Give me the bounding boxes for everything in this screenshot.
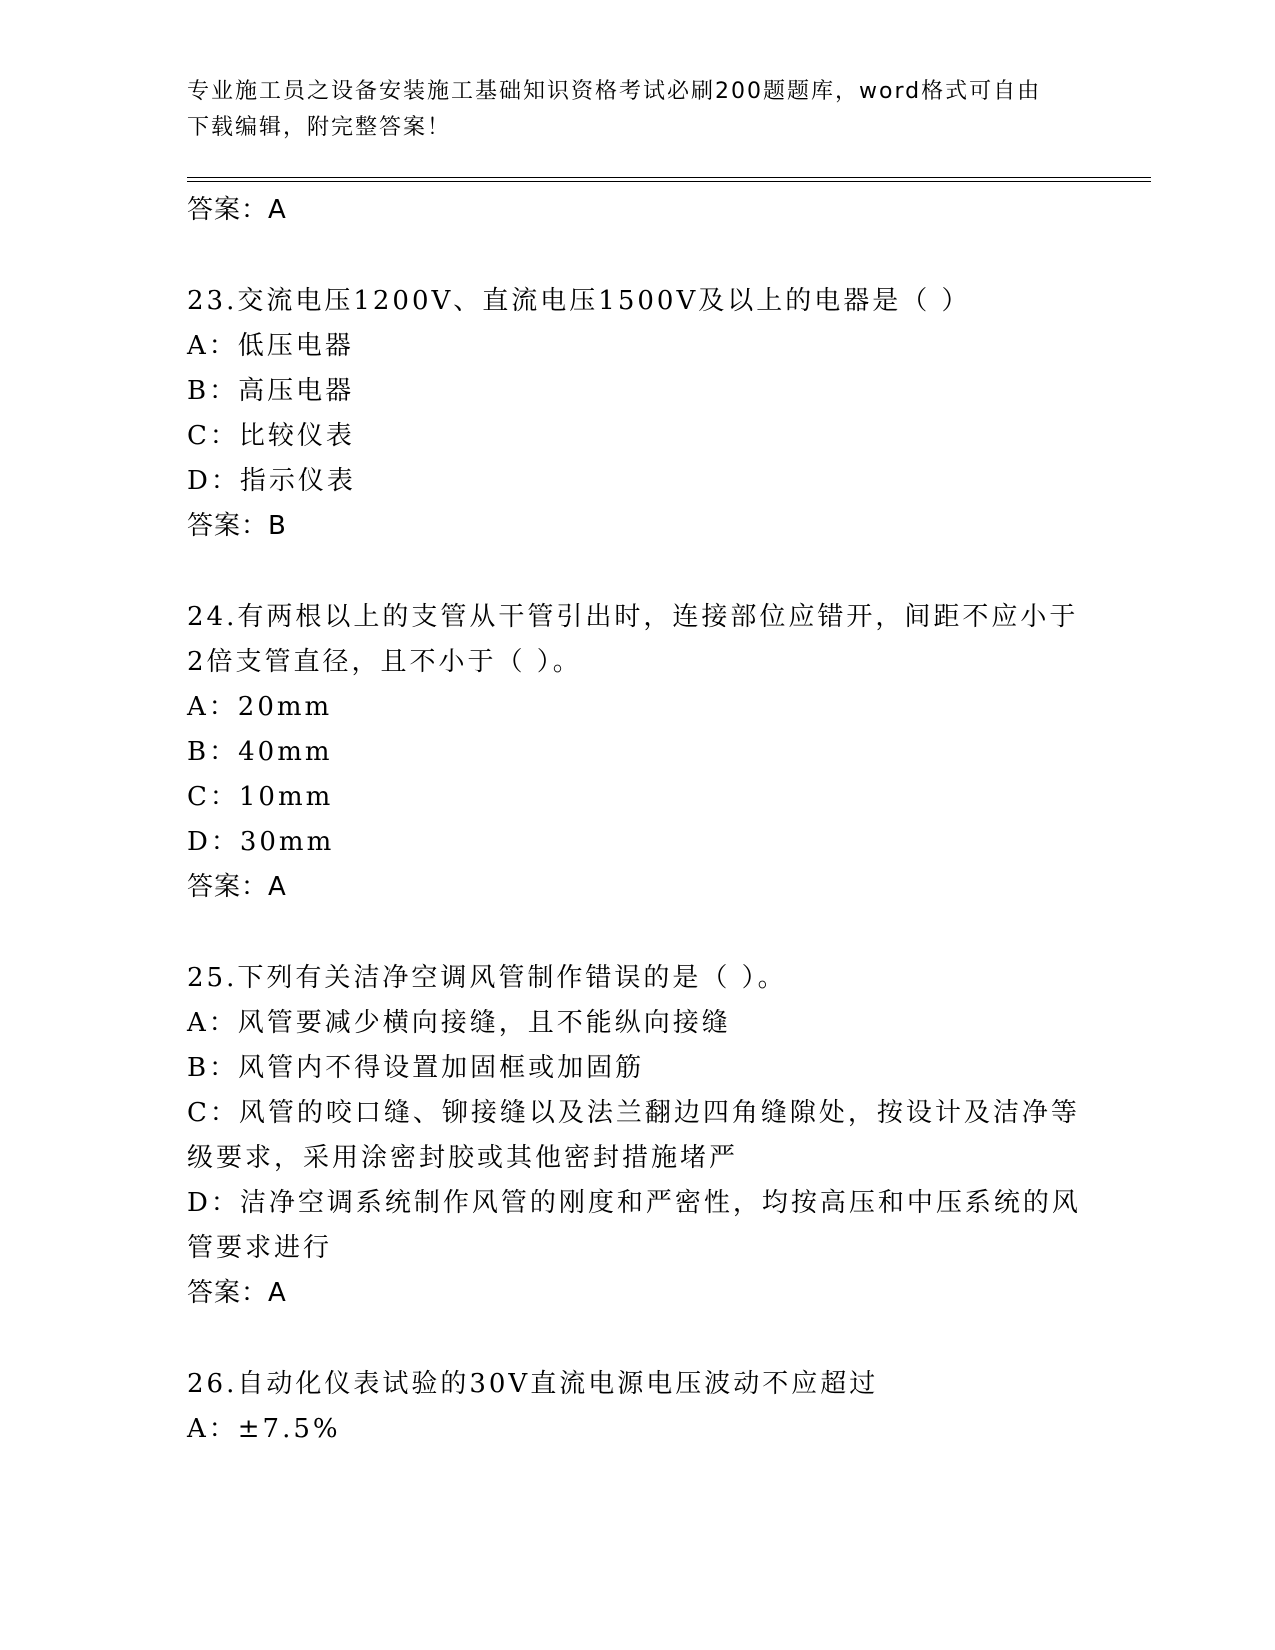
header-line-1: 专业施工员之设备安装施工基础知识资格考试必刷200题题库，word格式可自由	[187, 79, 1042, 104]
question-24	[187, 595, 1087, 910]
header-divider	[187, 177, 1151, 182]
question-stem: 23.交流电压1200V、直流电压1500V及以上的电器是（ ）	[187, 286, 971, 316]
question-stem: 24.有两根以上的支管从干管引出时，连接部位应错开，间距不应小于	[187, 602, 1079, 632]
option-c: C：10mm	[187, 782, 334, 812]
option-b: B：高压电器	[187, 376, 355, 406]
option-d: D：30mm	[187, 827, 335, 857]
option-a: A：风管要减少横向接缝，且不能纵向接缝	[187, 1008, 731, 1038]
option-d: D：洁净空调系统制作风管的刚度和严密性，均按高压和中压系统的风	[187, 1188, 1081, 1218]
option-d: D：指示仪表	[187, 466, 356, 496]
question-26	[187, 1362, 1087, 1452]
answer-line: 答案：A	[187, 872, 287, 902]
answer-line: 答案：B	[187, 511, 287, 541]
answer-line: 答案：A	[187, 195, 287, 225]
answer-line: 答案：A	[187, 1278, 287, 1308]
spacer	[187, 233, 1087, 279]
spacer	[187, 549, 1087, 595]
option-a: A：20mm	[187, 692, 333, 722]
option-d-continued: 管要求进行	[187, 1233, 333, 1263]
option-b: B：40mm	[187, 737, 333, 767]
spacer	[187, 910, 1087, 956]
option-b: B：风管内不得设置加固框或加固筋	[187, 1053, 645, 1083]
question-stem-continued: 2倍支管直径，且不小于（ ）。	[187, 647, 582, 677]
option-a: A：±7.5%	[187, 1414, 341, 1444]
question-25	[187, 956, 1087, 1316]
option-c: C：比较仪表	[187, 421, 355, 451]
option-a: A：低压电器	[187, 331, 354, 361]
question-list	[187, 188, 1087, 1452]
question-stem: 26.自动化仪表试验的30V直流电源电压波动不应超过	[187, 1369, 879, 1399]
question-23	[187, 279, 1087, 549]
header-line-2: 下载编辑，附完整答案！	[187, 115, 452, 140]
question-stem: 25.下列有关洁净空调风管制作错误的是（ ）。	[187, 963, 787, 993]
option-c-continued: 级要求，采用涂密封胶或其他密封措施堵严	[187, 1143, 739, 1173]
spacer	[187, 1316, 1087, 1362]
document-header	[187, 74, 1067, 146]
option-c: C：风管的咬口缝、铆接缝以及法兰翻边四角缝隙处，按设计及洁净等	[187, 1098, 1080, 1128]
